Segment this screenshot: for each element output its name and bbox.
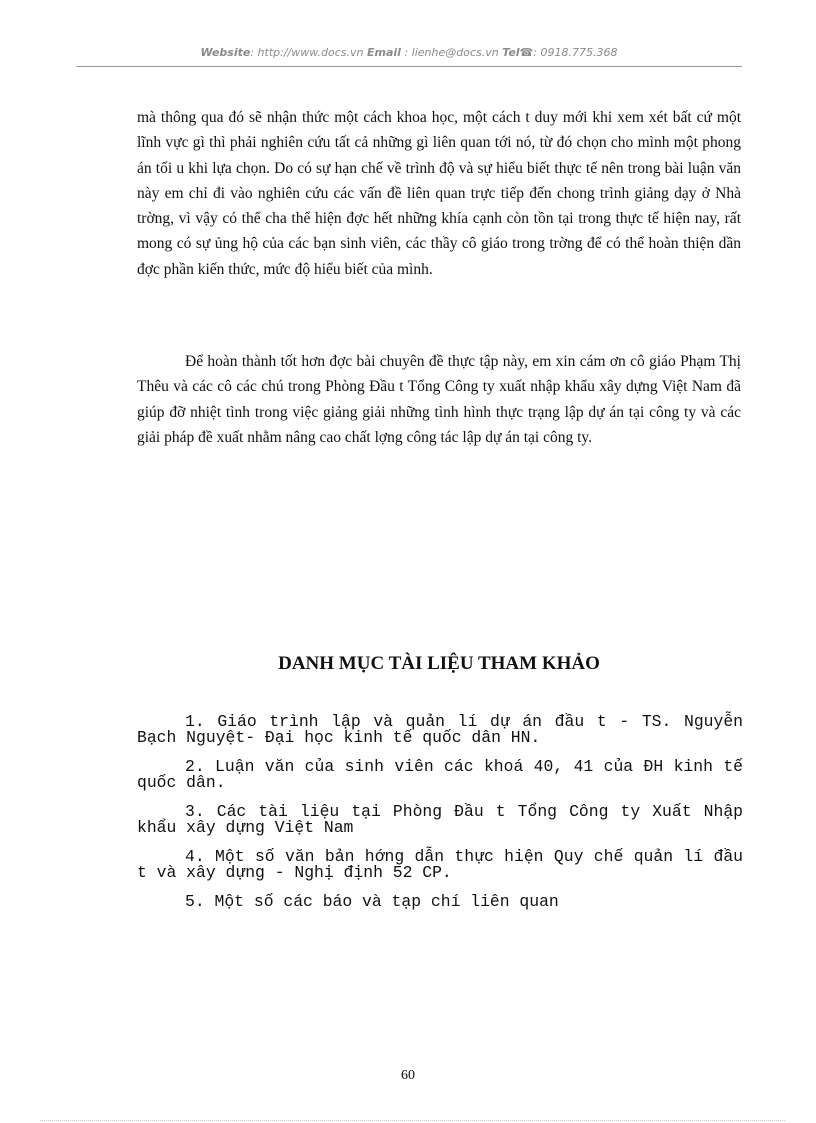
email-value: : lienhe@docs.vn (400, 46, 499, 59)
reference-item: 5. Một số các báo và tạp chí liên quan (185, 892, 559, 911)
body-paragraph-2: Để hoàn thành tốt hơn đợc bài chuyên đề thực tập này, em xin cám ơn cô giáo Phạm Thị Thêu và các cô các chú trong Phòng Đầu t Tổng Công ty xuất nhập khẩu xây dựng Việt Nam đã giúp đỡ nhiệt tình trong việc giảng giải những tình hình thực trạng lập dự án tại công ty và các giải pháp đề xuất nhằm nâng cao chất lợng công tác lập dự án tại công ty. (137, 353, 741, 446)
reference-item: 4. Một số văn bản hớng dẫn thực hiện Quy chế quản lí đầu t và xây dựng - Nghị định 52 CP. (137, 847, 743, 882)
reference-item: 3. Các tài liệu tại Phòng Đầu t Tổng Công ty Xuất Nhập khẩu xây dựng Việt Nam (137, 802, 743, 837)
email-label: Email (367, 46, 401, 59)
website-value: : http://www.docs.vn (250, 46, 364, 59)
body-paragraph-1: mà thông qua đó sẽ nhận thức một cách khoa học, một cách t duy mới khi xem xét bất cứ một lĩnh vực gì thì phải nghiên cứu tất cả những gì liên quan tới nó, từ đó chọn cho mình một phong án tối u khi lựa chọn. Do có sự hạn chế về trình độ và sự hiểu biết thực tế nên trong bài luận văn này em chỉ đi vào nghiên cứu các vấn đề liên quan trực tiếp đến chong trình giảng dạy ở Nhà trờng, vì vậy có thể cha thể hiện đợc hết những khía cạnh còn tồn tại trong thực tế hiện nay, rất mong có sự ủng hộ của các bạn sinh viên, các thầy cô giáo trong trờng để có thể hoàn thiện dần đợc phần kiến thức, mức độ hiểu biết của mình. (137, 109, 741, 278)
references-list (137, 714, 743, 924)
tel-value: ☎: 0918.775.368 (519, 46, 618, 59)
page-header (76, 46, 742, 59)
tel-label: Tel (502, 46, 520, 59)
references-title: DANH MỤC TÀI LIỆU THAM KHẢO (278, 653, 600, 674)
website-label: Website (200, 46, 251, 59)
page-number: 60 (401, 1068, 415, 1083)
reference-item: 2. Luận văn của sinh viên các khoá 40, 41 của ĐH kinh tế quốc dân. (137, 757, 743, 792)
header-divider (76, 66, 742, 67)
footer-divider (40, 1120, 785, 1121)
reference-item: 1. Giáo trình lập và quản lí dự án đầu t - TS. Nguyễn Bạch Nguyệt- Đại học kinh tế quốc dân HN. (137, 712, 743, 747)
